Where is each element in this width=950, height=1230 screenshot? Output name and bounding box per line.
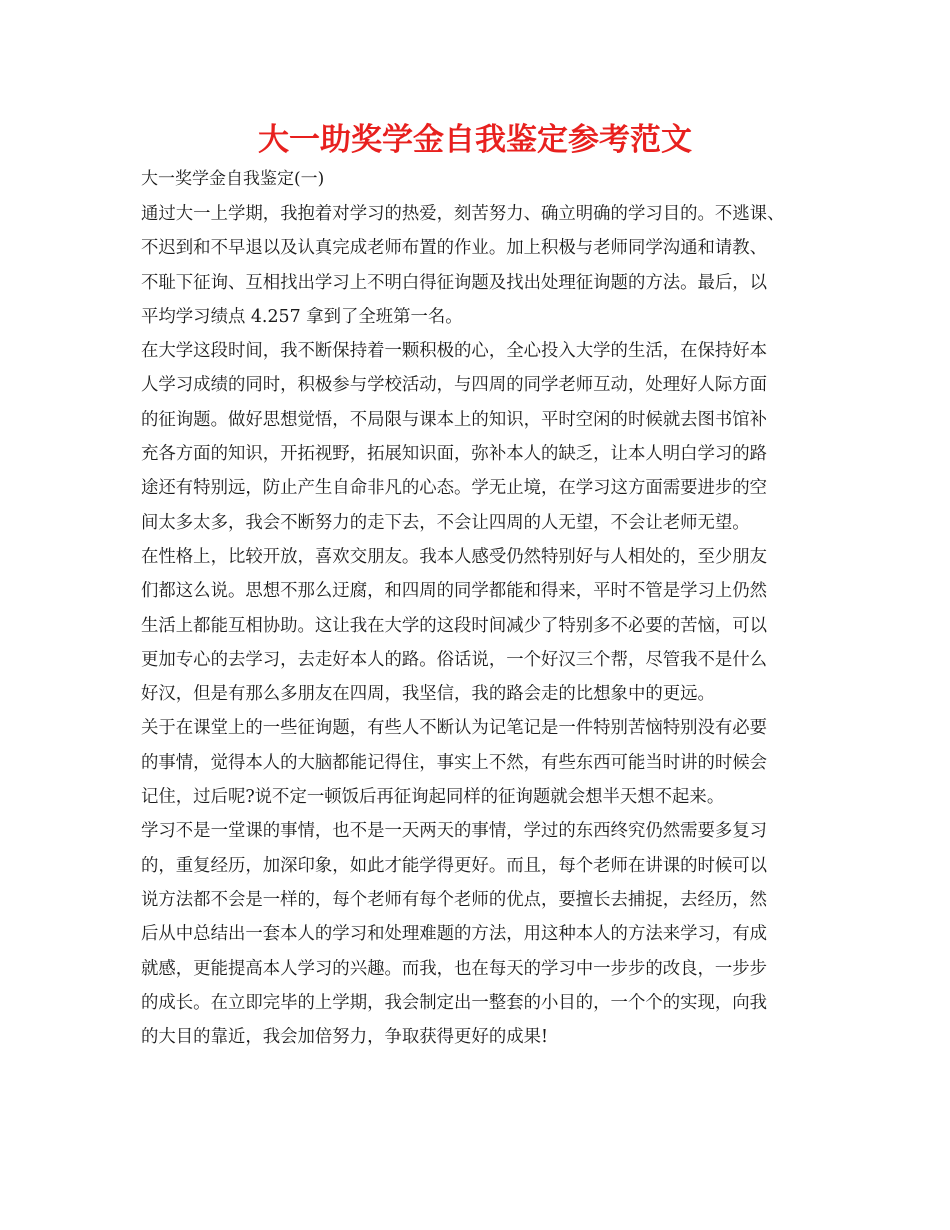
text-line: 通过大一上学期，我抱着对学习的热爱，刻苦努力、确立明确的学习目的。不逃课、 [141,204,785,224]
body-text [141,197,821,1054]
text-line: 间太多太多，我会不断努力的走下去，不会让四周的人无望，不会让老师无望。 [141,512,750,533]
section-heading: 大一奖学金自我鉴定(一) [141,169,325,189]
text-line: 的征询题。做好思想觉悟，不局限与课本上的知识，平时空闲的时候就去图书馆补 [141,409,768,430]
text-line: 充各方面的知识，开拓视野，拓展知识面，弥补本人的缺乏，让本人明白学习的路 [141,444,768,465]
text-line: 记住，过后呢?说不定一顿饭后再征询起同样的征询题就会想半天想不起来。 [141,787,725,808]
text-line: 在性格上，比较开放，喜欢交朋友。我本人感受仍然特别好与人相处的，至少朋友 [141,546,768,567]
text-line: 不耻下征询、互相找出学习上不明白得征询题及找出处理征询题的方法。最后，以 [141,272,768,293]
document-title: 大一助奖学金自我鉴定参考范文 [258,122,692,158]
text-line: 关于在课堂上的一些征询题，有些人不断认为记笔记是一件特别苦恼特别没有必要 [141,718,768,739]
text-line: 平均学习绩点 4.257 拿到了全班第一名。 [141,306,463,327]
text-line: 的事情，觉得本人的大脑都能记得住，事实上不然，有些东西可能当时讲的时候会 [141,752,768,773]
text-line: 的成长。在立即完毕的上学期，我会制定出一整套的小目的，一个个的实现，向我 [141,992,768,1013]
text-line: 的大目的靠近，我会加倍努力，争取获得更好的成果! [141,1027,548,1048]
text-line: 好汉，但是有那么多朋友在四周，我坚信，我的路会走的比想象中的更远。 [141,684,715,705]
text-line: 的，重复经历，加深印象，如此才能学得更好。而且，每个老师在讲课的时候可以 [141,855,768,876]
text-line: 更加专心的去学习，去走好本人的路。俗话说，一个好汉三个帮，尽管我不是什么 [141,649,768,670]
text-line: 生活上都能互相协助。这让我在大学的这段时间减少了特别多不必要的苦恼，可以 [141,615,768,636]
text-line: 人学习成绩的同时，积极参与学校活动，与四周的同学老师互动，处理好人际方面 [141,375,768,396]
text-line: 学习不是一堂课的事情，也不是一天两天的事情，学过的东西终究仍然需要多复习 [141,821,768,842]
text-line: 说方法都不会是一样的，每个老师有每个老师的优点，要擅长去捕捉，去经历，然 [141,889,768,910]
text-line: 不迟到和不早退以及认真完成老师布置的作业。加上积极与老师同学沟通和请教、 [141,238,768,259]
text-line: 途还有特别远，防止产生自命非凡的心态。学无止境，在学习这方面需要进步的空 [141,478,768,499]
text-line: 就感，更能提高本人学习的兴趣。而我，也在每天的学习中一步步的改良，一步步 [141,958,768,979]
text-line: 后从中总结出一套本人的学习和处理难题的方法，用这种本人的方法来学习，有成 [141,924,768,945]
text-line: 在大学这段时间，我不断保持着一颗积极的心，全心投入大学的生活，在保持好本 [141,341,768,362]
text-line: 们都这么说。思想不那么迂腐，和四周的同学都能和得来，平时不管是学习上仍然 [141,581,768,602]
